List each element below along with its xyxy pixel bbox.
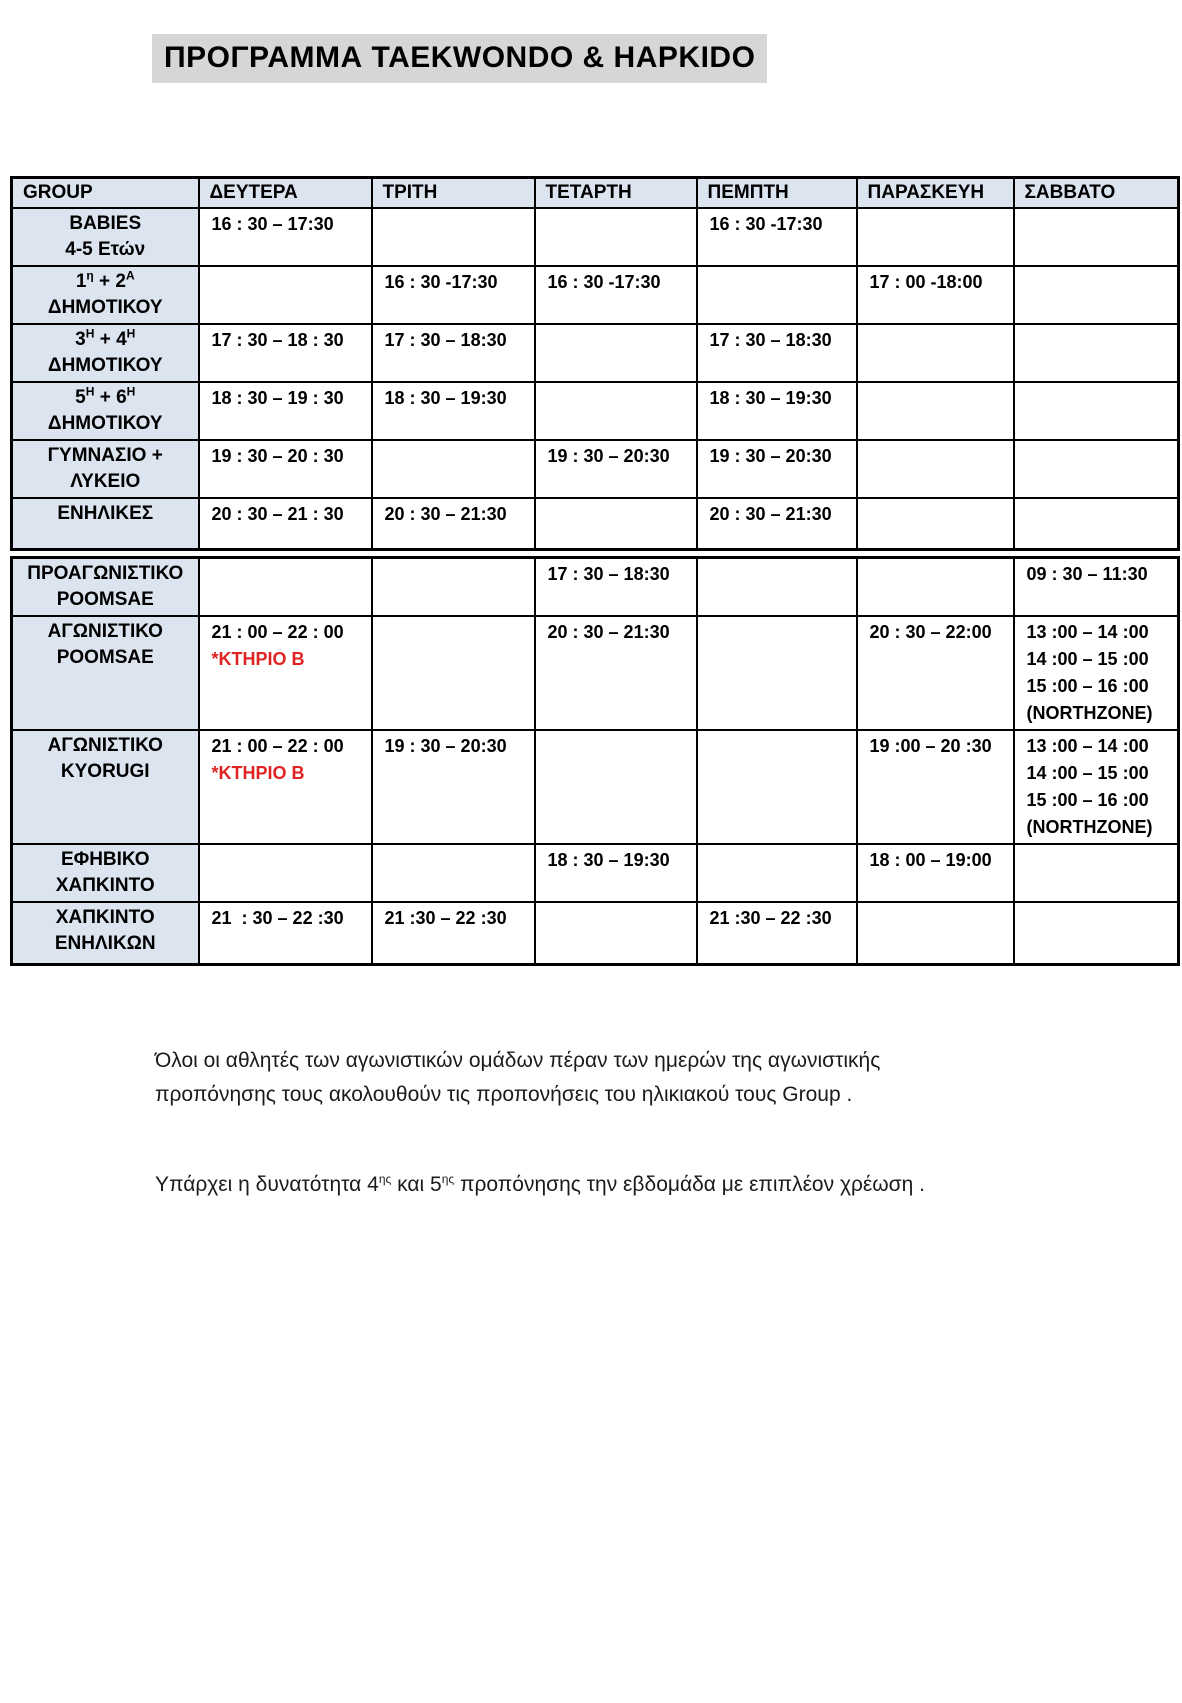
column-header: GROUP — [12, 178, 199, 208]
schedule-cell — [1014, 324, 1179, 382]
schedule-cell — [697, 558, 857, 617]
table-row — [12, 730, 1179, 844]
group-label-line: ΕΝΗΛΙΚΩΝ — [54, 933, 156, 954]
schedule-cell — [1014, 844, 1179, 902]
group-label-line: ΕΝΗΛΙΚΕΣ — [57, 502, 154, 524]
schedule-cell — [535, 616, 697, 730]
schedule-cell — [535, 266, 697, 324]
schedule-cell — [372, 324, 535, 382]
schedule-cell — [697, 902, 857, 964]
table-row — [12, 844, 1179, 902]
time-slot: 17 : 30 – 18 : 30 — [211, 329, 344, 350]
schedule-cell — [857, 844, 1014, 902]
time-slot: 09 : 30 – 11:30 — [1026, 564, 1148, 584]
group-label-line: KYORUGI — [60, 761, 150, 782]
schedule-cell — [535, 208, 697, 266]
table-row — [12, 498, 1179, 550]
group-label-line: ΔΗΜΟΤΙΚΟΥ — [47, 412, 163, 434]
schedule-cell — [1014, 558, 1179, 617]
schedule-cell — [199, 498, 372, 550]
group-label-line: $1^\eta + 2^A$ — [75, 268, 135, 292]
time-slot: 17 : 00 -18:00 — [869, 271, 983, 292]
time-slot: 16 : 30 -17:30 — [547, 271, 661, 292]
group-label-line: ΔΗΜΟΤΙΚΟΥ — [47, 296, 163, 318]
building-note: *ΚΤΗΡΙΟ Β — [211, 763, 305, 783]
group-label-line: ΠΡΟΑΓΩΝΙΣΤΙΚΟ — [27, 563, 184, 584]
schedule-cell — [857, 902, 1014, 964]
time-slot: (NORTHZONE) — [1026, 817, 1153, 837]
time-slot: 20 : 30 – 21:30 — [384, 503, 507, 524]
column-header: ΣΑΒΒΑΤΟ — [1014, 178, 1179, 208]
group-label-line: BABIES — [69, 212, 142, 234]
schedule-cell — [372, 498, 535, 550]
table-row — [12, 616, 1179, 730]
schedule-cell — [697, 616, 857, 730]
column-header: ΠΑΡΑΣΚΕΥΗ — [857, 178, 1014, 208]
schedule-cell — [199, 208, 372, 266]
schedule-cell — [372, 382, 535, 440]
schedule-cell — [372, 266, 535, 324]
schedule-cell — [857, 616, 1014, 730]
note-competitive-athletes: Όλοι οι αθλητές των αγωνιστικών ομάδων πέραν των ημερών της αγωνιστικής προπόνησης τους ακολουθούν τις προπονήσεις του ηλικιακού τους Group . — [155, 1049, 881, 1106]
schedule-cell — [199, 902, 372, 964]
schedule-cell — [857, 498, 1014, 550]
group-label-line: ΔΗΜΟΤΙΚΟΥ — [47, 354, 163, 376]
schedule-cell — [857, 208, 1014, 266]
schedule-cell — [857, 730, 1014, 844]
schedule-cell — [697, 324, 857, 382]
group-label-line: ΕΦΗΒΙΚΟ — [60, 849, 150, 870]
group-label-line: ΧΑΠΚΙΝΤΟ — [55, 907, 155, 928]
schedule-table-main — [10, 176, 1180, 551]
group-label-line: POOMSAE — [56, 589, 154, 610]
time-slot: 19 : 30 – 20:30 — [709, 445, 832, 466]
group-label-line: $3^H + 4^H$ — [75, 326, 136, 350]
schedule-cell — [857, 324, 1014, 382]
schedule-cell — [199, 382, 372, 440]
group-label-cell — [12, 498, 199, 550]
schedule-cell — [199, 558, 372, 617]
group-label-cell — [12, 440, 199, 498]
group-label-line: ΑΓΩΝΙΣΤΙΚΟ — [47, 735, 163, 756]
group-label-line: POOMSAE — [56, 647, 154, 668]
column-header: ΤΕΤΑΡΤΗ — [535, 178, 697, 208]
schedule-cell — [697, 844, 857, 902]
schedule-cell — [857, 558, 1014, 617]
table-row — [12, 266, 1179, 324]
page-title-text: ΠΡΟΓΡΑΜΜΑ TAEKWONDO & HAPKIDO — [152, 34, 767, 83]
schedule-cell — [372, 208, 535, 266]
time-slot: 16 : 30 -17:30 — [384, 271, 498, 292]
schedule-cell — [1014, 498, 1179, 550]
note-extra-sessions: Υπάρχει η δυνατότητα $4^{\eta\varsigma}$ και $5^{\eta\varsigma}$ προπόνησης την εβδομάδα με επιπλέον χρέωση . — [155, 1172, 925, 1196]
column-header: ΔΕΥΤΕΡΑ — [199, 178, 372, 208]
schedule-cell — [697, 440, 857, 498]
time-slot: 15 :00 – 16 :00 — [1026, 790, 1149, 810]
schedule-cell — [535, 440, 697, 498]
time-slot: 19 : 30 – 20:30 — [547, 445, 670, 466]
time-slot: 13 :00 – 14 :00 — [1026, 622, 1149, 642]
column-header: ΠΕΜΠΤΗ — [697, 178, 857, 208]
time-slot: 15 :00 – 16 :00 — [1026, 676, 1149, 696]
time-slot: 19 : 30 – 20:30 — [384, 736, 507, 756]
time-slot: 20 : 30 – 21:30 — [709, 503, 832, 524]
schedule-cell — [1014, 440, 1179, 498]
time-slot: 21 :30 – 22 :30 — [709, 908, 832, 928]
time-slot: 18 : 30 – 19:30 — [709, 387, 832, 408]
schedule-cell — [697, 208, 857, 266]
schedule-cell — [372, 902, 535, 964]
time-slot: 21 : 00 – 22 : 00 — [211, 736, 344, 756]
table-row — [12, 324, 1179, 382]
schedule-cell — [535, 844, 697, 902]
schedule-cell — [199, 440, 372, 498]
table-row — [12, 558, 1179, 617]
schedule-cell — [372, 730, 535, 844]
schedule-cell — [1014, 208, 1179, 266]
schedule-cell — [199, 266, 372, 324]
schedule-cell — [697, 498, 857, 550]
schedule — [10, 176, 1177, 966]
schedule-cell — [199, 844, 372, 902]
schedule-cell — [372, 844, 535, 902]
schedule-cell — [697, 730, 857, 844]
table-row — [12, 382, 1179, 440]
time-slot: 18 : 30 – 19:30 — [547, 850, 670, 870]
time-slot: 21 : 30 – 22 :30 — [211, 908, 344, 928]
table-row — [12, 440, 1179, 498]
time-slot: 20 : 30 – 22:00 — [869, 622, 992, 642]
schedule-cell — [535, 730, 697, 844]
time-slot: 21 : 00 – 22 : 00 — [211, 622, 344, 642]
group-label-cell — [12, 266, 199, 324]
time-slot: 20 : 30 – 21:30 — [547, 622, 670, 642]
schedule-cell — [857, 440, 1014, 498]
time-slot: 14 :00 – 15 :00 — [1026, 649, 1149, 669]
time-slot: 18 : 30 – 19:30 — [384, 387, 507, 408]
schedule-cell — [1014, 730, 1179, 844]
schedule-cell — [199, 616, 372, 730]
group-label-line: ΛΥΚΕΙΟ — [70, 470, 141, 492]
schedule-cell — [372, 440, 535, 498]
schedule-cell — [857, 266, 1014, 324]
schedule-cell — [199, 730, 372, 844]
time-slot: 19 :00 – 20 :30 — [869, 736, 992, 756]
group-label-cell — [12, 324, 199, 382]
time-slot: (NORTHZONE) — [1026, 703, 1153, 723]
time-slot: 16 : 30 -17:30 — [709, 213, 823, 234]
schedule-cell — [535, 498, 697, 550]
group-label-cell — [12, 382, 199, 440]
time-slot: 18 : 00 – 19:00 — [869, 850, 992, 870]
schedule-cell — [372, 616, 535, 730]
time-slot: 13 :00 – 14 :00 — [1026, 736, 1149, 756]
schedule-cell — [372, 558, 535, 617]
group-label-cell — [12, 616, 199, 730]
group-label-line: ΓΥΜΝΑΣΙΟ + — [47, 444, 163, 466]
schedule-cell — [535, 902, 697, 964]
time-slot: 18 : 30 – 19 : 30 — [211, 387, 344, 408]
group-label-line: $5^H + 6^H$ — [75, 384, 136, 408]
time-slot: 19 : 30 – 20 : 30 — [211, 445, 344, 466]
time-slot: 17 : 30 – 18:30 — [547, 564, 670, 584]
time-slot: 16 : 30 – 17:30 — [211, 213, 334, 234]
schedule-cell — [1014, 382, 1179, 440]
schedule-cell — [1014, 902, 1179, 964]
schedule-cell — [1014, 266, 1179, 324]
building-note: *ΚΤΗΡΙΟ Β — [211, 649, 305, 669]
schedule-cell — [1014, 616, 1179, 730]
time-slot: 17 : 30 – 18:30 — [384, 329, 507, 350]
time-slot: 17 : 30 – 18:30 — [709, 329, 832, 350]
group-label-cell — [12, 730, 199, 844]
schedule-table-competitive — [10, 556, 1180, 966]
group-label-line: ΧΑΠΚΙΝΤΟ — [55, 875, 155, 896]
header-row — [12, 178, 1179, 208]
table-row — [12, 208, 1179, 266]
column-header: ΤΡΙΤΗ — [372, 178, 535, 208]
group-label-line: 4-5 Ετών — [65, 238, 146, 260]
schedule-cell — [535, 382, 697, 440]
schedule-cell — [697, 266, 857, 324]
group-label-cell — [12, 208, 199, 266]
schedule-cell — [535, 324, 697, 382]
page-title — [152, 34, 767, 83]
schedule-cell — [535, 558, 697, 617]
schedule-cell — [697, 382, 857, 440]
group-label-line: ΑΓΩΝΙΣΤΙΚΟ — [47, 621, 163, 642]
schedule-cell — [199, 324, 372, 382]
time-slot: 21 :30 – 22 :30 — [384, 908, 507, 928]
time-slot: 14 :00 – 15 :00 — [1026, 763, 1149, 783]
group-label-cell — [12, 902, 199, 964]
group-label-cell — [12, 844, 199, 902]
time-slot: 20 : 30 – 21 : 30 — [211, 503, 344, 524]
schedule-cell — [857, 382, 1014, 440]
table-row — [12, 902, 1179, 964]
group-label-cell — [12, 558, 199, 617]
